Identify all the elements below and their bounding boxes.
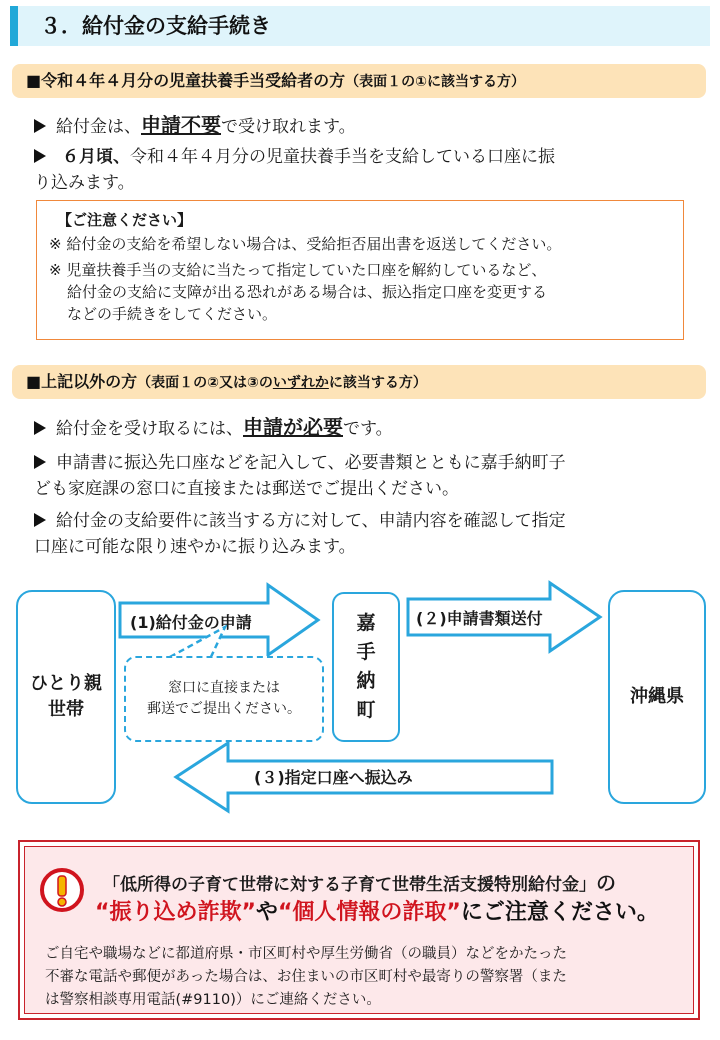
section-accent-bar [10, 6, 18, 46]
step2-label: (２)申請書類送付 [416, 609, 543, 628]
kadena-town-box: 嘉 手 納 町 [332, 592, 400, 742]
group1-heading [12, 64, 706, 98]
group1-bullet-1: 給付金は、申請不要で受け取れます。 [34, 112, 356, 140]
bullet-triangle-icon [34, 513, 46, 527]
okinawa-prefecture-box: 沖縄県 [608, 590, 706, 804]
section-header [10, 6, 710, 46]
step1-label: (1)給付金の申請 [130, 613, 252, 632]
warning-title-line2: “振り込め詐欺”や“個人情報の詐取”にご注意ください。 [95, 900, 659, 925]
bullet-triangle-icon [34, 119, 46, 133]
submission-note-callout: 窓口に直接または 郵送でご提出ください。 [124, 656, 324, 742]
notice-box [36, 200, 684, 340]
bullet-triangle-icon [34, 149, 46, 163]
application-required-emphasis: 申請が必要 [243, 415, 343, 439]
notice-item-1: ※ 給付金の支給を希望しない場合は、受給拒否届出書を返送してください。 [49, 235, 562, 253]
bullet-triangle-icon [34, 455, 46, 469]
fraud-warning-panel [18, 840, 700, 1020]
section-title: ３．給付金の支給手続き [40, 14, 271, 38]
group1-bullet-2: ６月頃、令和４年４月分の児童扶養手当を支給している口座に振 り込みます。 [34, 147, 555, 193]
notice-item-2: ※ 児童扶養手当の支給に当たって指定していた口座を解約しているなど、 給付金の支給に支障が出る恐れがある場合は、振込指定口座を変更する などの手続きをしてください。 [49, 261, 548, 323]
exclamation-icon [39, 867, 85, 913]
bullet-triangle-icon [34, 421, 46, 435]
warning-body: ご自宅や職場などに都道府県・市区町村や厚生労働省（の職員）などをかたった 不審な電話や郵便があった場合は、お住まいの市区町村や最寄りの警察署（また は警察相談専用電話(#9110)）にご連絡ください。 [45, 946, 567, 1008]
warning-title-line1: 「低所得の子育て世帯に対する子育て世帯生活支援特別給付金」の [103, 871, 616, 895]
group2-heading-main: ■上記以外の方 [26, 372, 138, 391]
single-parent-household-box: ひとり親 世帯 [16, 590, 116, 804]
step3-label: (３)指定口座へ振込み [254, 768, 413, 787]
group2-heading: ■上記以外の方（表面１の②又は③のいずれかに該当する方） [12, 365, 706, 399]
no-application-emphasis: 申請不要 [141, 113, 221, 137]
group1-heading-main: ■令和４年４月分の児童扶養手当受給者の方 [26, 71, 346, 90]
group2-bullet-2: 申請書に振込先口座などを記入して、必要書類とともに嘉手納町子 ども家庭課の窓口に直接または郵送でご提出ください。 [34, 453, 566, 499]
group1-heading-note: （表面１の①に該当する方） [345, 74, 525, 90]
notice-heading: 【ご注意ください】 [57, 211, 193, 229]
group2-bullet-1: 給付金を受け取るには、申請が必要です。 [34, 414, 393, 442]
group2-bullet-3: 給付金の支給要件に該当する方に対して、申請内容を確認して指定 口座に可能な限り速やかに振り込みます。 [34, 511, 566, 557]
group2-heading-underline: いずれか [272, 375, 329, 391]
